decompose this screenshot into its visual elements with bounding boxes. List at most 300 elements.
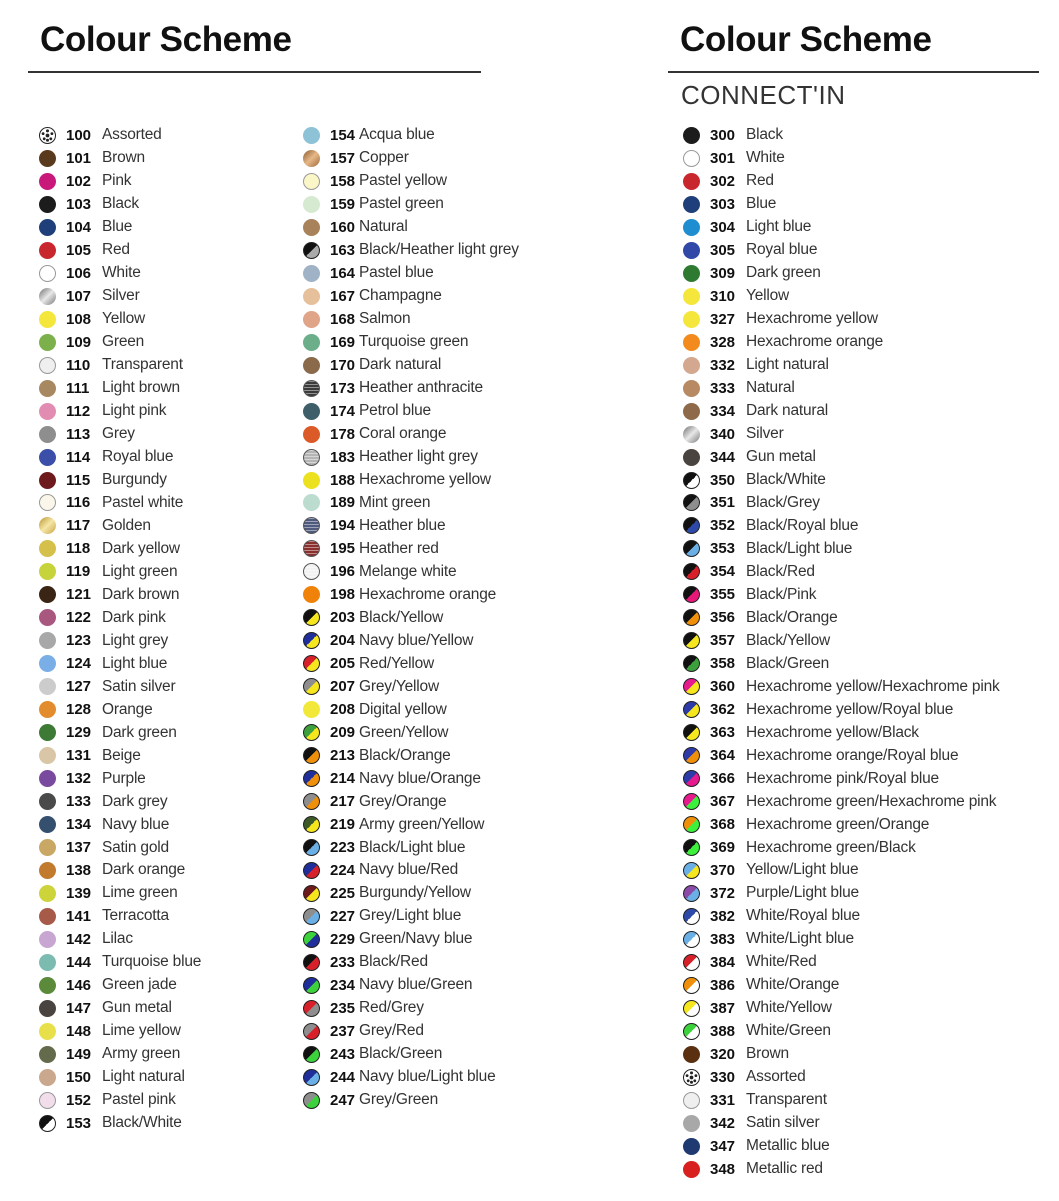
colour-name: White/Royal blue [746, 907, 860, 925]
colour-name: Hexachrome orange/Royal blue [746, 746, 959, 764]
colour-item [303, 262, 519, 285]
colour-swatch [39, 724, 56, 741]
colour-code: 196 [330, 563, 356, 581]
colour-code: 350 [710, 471, 736, 489]
colour-item [39, 354, 201, 377]
colour-swatch [303, 701, 320, 718]
colour-swatch [683, 242, 700, 259]
colour-name: Grey/Light blue [359, 907, 462, 925]
colour-code: 157 [330, 149, 356, 167]
colour-name: Golden [102, 516, 151, 534]
colour-item [303, 147, 519, 170]
colour-code: 360 [710, 678, 736, 696]
colour-code: 303 [710, 195, 736, 213]
colour-item [683, 882, 1000, 905]
colour-item [683, 997, 1000, 1020]
colour-name: Pastel green [359, 195, 444, 213]
colour-name: White [102, 264, 141, 282]
colour-name: Black/Yellow [359, 608, 444, 626]
colour-swatch [683, 1138, 700, 1155]
colour-name: Assorted [102, 126, 162, 144]
colour-code: 334 [710, 402, 736, 420]
colour-swatch [303, 150, 320, 167]
colour-name: Hexachrome yellow [746, 310, 878, 328]
colour-code: 103 [66, 195, 92, 213]
colour-name: Navy blue/Green [359, 976, 473, 994]
colour-code: 110 [66, 356, 91, 374]
colour-name: Hexachrome pink/Royal blue [746, 769, 939, 787]
colour-code: 213 [330, 747, 356, 765]
colour-item [303, 882, 519, 905]
colour-item [303, 928, 519, 951]
colour-name: Dark grey [102, 792, 168, 810]
colour-name: Pastel yellow [359, 172, 447, 190]
colour-name: Dark green [746, 264, 821, 282]
colour-name: Satin silver [102, 677, 176, 695]
colour-name: Champagne [359, 287, 442, 305]
colour-code: 114 [66, 448, 91, 466]
colour-item [303, 951, 519, 974]
colour-code: 320 [710, 1045, 736, 1063]
colour-swatch [303, 563, 320, 580]
colour-swatch [683, 357, 700, 374]
colour-swatch [39, 242, 56, 259]
colour-code: 225 [330, 884, 356, 902]
colour-name: Black/Green [359, 1045, 443, 1063]
colour-code: 128 [66, 701, 92, 719]
colour-code: 358 [710, 655, 736, 673]
colour-swatch [303, 517, 320, 534]
colour-code: 198 [330, 586, 356, 604]
colour-name: Terracotta [102, 907, 169, 925]
colour-swatch [683, 839, 700, 856]
colour-swatch [683, 678, 700, 695]
colour-name: Dark green [102, 723, 177, 741]
colour-name: Green/Navy blue [359, 930, 473, 948]
colour-swatch [683, 449, 700, 466]
colour-swatch [303, 540, 320, 557]
colour-item [683, 951, 1000, 974]
colour-code: 105 [66, 241, 92, 259]
colour-code: 195 [330, 540, 356, 558]
colour-item [303, 698, 519, 721]
colour-swatch [683, 196, 700, 213]
colour-item [303, 744, 519, 767]
colour-code: 113 [66, 425, 91, 443]
colour-code: 214 [330, 770, 356, 788]
colour-list-column-connectin [683, 124, 1000, 1181]
colour-swatch [683, 380, 700, 397]
colour-item [39, 285, 201, 308]
colour-item [39, 652, 201, 675]
colour-item [683, 744, 1000, 767]
colour-swatch [39, 196, 56, 213]
colour-code: 163 [330, 241, 356, 259]
colour-swatch [683, 426, 700, 443]
assorted-icon [683, 1069, 700, 1086]
colour-swatch [39, 426, 56, 443]
colour-item [303, 446, 519, 469]
colour-item [303, 285, 519, 308]
colour-swatch [39, 449, 56, 466]
colour-name: Gun metal [746, 448, 816, 466]
colour-item [683, 492, 1000, 515]
colour-name: Heather blue [359, 516, 446, 534]
colour-item [683, 583, 1000, 606]
colour-name: Turquoise blue [102, 953, 202, 971]
colour-code: 368 [710, 816, 736, 834]
colour-name: Heather light grey [359, 448, 478, 466]
colour-item [303, 124, 519, 147]
colour-swatch [683, 173, 700, 190]
colour-item [683, 813, 1000, 836]
colour-name: Yellow [746, 287, 790, 305]
colour-swatch [303, 357, 320, 374]
colour-code: 219 [330, 816, 356, 834]
colour-item [683, 698, 1000, 721]
colour-name: Digital yellow [359, 700, 447, 718]
colour-swatch [683, 586, 700, 603]
colour-swatch [683, 265, 700, 282]
colour-code: 304 [710, 218, 736, 236]
colour-name: Gun metal [102, 999, 172, 1017]
colour-code: 109 [66, 333, 92, 351]
colour-swatch [39, 862, 56, 879]
colour-item [39, 514, 201, 537]
colour-name: Black/Red [359, 953, 428, 971]
colour-code: 204 [330, 632, 356, 650]
colour-swatch [39, 563, 56, 580]
colour-swatch [683, 494, 700, 511]
colour-swatch [683, 793, 700, 810]
colour-item [39, 1020, 201, 1043]
colour-item [683, 514, 1000, 537]
colour-name: Light blue [746, 218, 812, 236]
colour-name: Dark brown [102, 585, 180, 603]
colour-code: 302 [710, 172, 736, 190]
colour-code: 224 [330, 861, 356, 879]
colour-name: Acqua blue [359, 126, 435, 144]
colour-name: Light pink [102, 402, 167, 420]
colour-name: Assorted [746, 1068, 806, 1086]
colour-swatch [39, 977, 56, 994]
colour-name: Hexachrome yellow/Royal blue [746, 700, 954, 718]
colour-code: 131 [66, 747, 92, 765]
colour-swatch [39, 357, 56, 374]
colour-name: Natural [359, 218, 408, 236]
colour-code: 363 [710, 724, 736, 742]
colour-code: 106 [66, 264, 92, 282]
colour-swatch [303, 265, 320, 282]
colour-code: 147 [66, 999, 92, 1017]
colour-code: 160 [330, 218, 356, 236]
colour-swatch [683, 1023, 700, 1040]
colour-item [39, 239, 201, 262]
colour-swatch [303, 793, 320, 810]
colour-name: Navy blue/Light blue [359, 1068, 496, 1086]
colour-code: 170 [330, 356, 356, 374]
colour-code: 123 [66, 632, 92, 650]
colour-item [683, 537, 1000, 560]
colour-name: Hexachrome yellow [359, 471, 491, 489]
colour-name: Transparent [746, 1091, 827, 1109]
colour-code: 353 [710, 540, 736, 558]
colour-item [303, 905, 519, 928]
colour-item [683, 446, 1000, 469]
colour-swatch [39, 747, 56, 764]
colour-name: Blue [102, 218, 133, 236]
colour-code: 382 [710, 907, 736, 925]
colour-swatch [39, 1023, 56, 1040]
colour-item [683, 836, 1000, 859]
colour-swatch [303, 173, 320, 190]
colour-name: Dark pink [102, 608, 166, 626]
colour-swatch [39, 931, 56, 948]
colour-name: Pastel pink [102, 1091, 176, 1109]
colour-code: 153 [66, 1114, 92, 1132]
colour-name: Burgundy/Yellow [359, 884, 471, 902]
colour-code: 244 [330, 1068, 356, 1086]
colour-code: 205 [330, 655, 356, 673]
colour-code: 344 [710, 448, 736, 466]
colour-item [39, 262, 201, 285]
colour-name: Red/Grey [359, 999, 424, 1017]
colour-item [303, 1020, 519, 1043]
colour-swatch [683, 609, 700, 626]
colour-code: 356 [710, 609, 736, 627]
colour-code: 189 [330, 494, 356, 512]
colour-swatch [39, 517, 56, 534]
colour-code: 154 [330, 126, 356, 144]
colour-code: 137 [66, 839, 92, 857]
colour-name: Green/Yellow [359, 723, 449, 741]
colour-item [39, 1112, 201, 1135]
colour-name: Satin gold [102, 838, 169, 856]
colour-swatch [303, 724, 320, 741]
colour-name: Black/Pink [746, 585, 817, 603]
colour-code: 132 [66, 770, 92, 788]
colour-swatch [39, 678, 56, 695]
colour-name: Green jade [102, 976, 177, 994]
colour-swatch [683, 1161, 700, 1178]
colour-code: 367 [710, 793, 736, 811]
colour-item [303, 400, 519, 423]
colour-name: Copper [359, 149, 409, 167]
colour-name: Hexachrome green/Orange [746, 815, 930, 833]
colour-swatch [303, 403, 320, 420]
colour-name: Heather red [359, 539, 439, 557]
colour-item [683, 308, 1000, 331]
colour-item [39, 606, 201, 629]
colour-swatch [303, 1000, 320, 1017]
colour-swatch [683, 1115, 700, 1132]
colour-name: Red/Yellow [359, 654, 435, 672]
colour-item [39, 331, 201, 354]
colour-name: Pink [102, 172, 132, 190]
colour-swatch [683, 816, 700, 833]
colour-code: 383 [710, 930, 736, 948]
colour-swatch [683, 747, 700, 764]
colour-swatch [303, 219, 320, 236]
colour-code: 370 [710, 861, 736, 879]
colour-item [39, 744, 201, 767]
colour-name: Black/Orange [746, 608, 838, 626]
colour-swatch [39, 655, 56, 672]
colour-code: 133 [66, 793, 92, 811]
colour-swatch [303, 954, 320, 971]
colour-code: 142 [66, 930, 92, 948]
colour-item [39, 377, 201, 400]
colour-name: Black [102, 195, 139, 213]
colour-name: Black/White [746, 471, 826, 489]
colour-code: 168 [330, 310, 356, 328]
colour-swatch [303, 655, 320, 672]
colour-code: 243 [330, 1045, 356, 1063]
colour-swatch [39, 150, 56, 167]
colour-swatch [683, 288, 700, 305]
colour-swatch [683, 724, 700, 741]
colour-swatch [303, 288, 320, 305]
colour-name: Light natural [102, 1068, 185, 1086]
colour-swatch [39, 816, 56, 833]
colour-swatch [683, 127, 700, 144]
colour-name: Yellow/Light blue [746, 861, 859, 879]
colour-item [683, 124, 1000, 147]
colour-name: Brown [102, 149, 145, 167]
colour-item [683, 974, 1000, 997]
colour-name: Red [102, 241, 130, 259]
colour-swatch [683, 150, 700, 167]
colour-code: 141 [66, 907, 92, 925]
colour-code: 173 [330, 379, 356, 397]
colour-swatch [683, 311, 700, 328]
colour-swatch [39, 1046, 56, 1063]
colour-item [303, 675, 519, 698]
colour-item [683, 285, 1000, 308]
colour-swatch [683, 1092, 700, 1109]
colour-code: 347 [710, 1137, 736, 1155]
colour-swatch [683, 219, 700, 236]
colour-item [303, 836, 519, 859]
colour-name: Hexachrome yellow/Black [746, 723, 919, 741]
colour-code: 138 [66, 861, 92, 879]
colour-item [303, 216, 519, 239]
assorted-icon [39, 127, 56, 144]
colour-name: Black/White [102, 1114, 182, 1132]
colour-name: Hexachrome orange [359, 585, 497, 603]
colour-code: 330 [710, 1068, 736, 1086]
colour-item [303, 537, 519, 560]
colour-item [39, 492, 201, 515]
colour-code: 188 [330, 471, 356, 489]
colour-swatch [39, 839, 56, 856]
colour-code: 223 [330, 839, 356, 857]
colour-name: Grey/Orange [359, 792, 447, 810]
colour-code: 101 [66, 149, 92, 167]
colour-name: Black/Grey [746, 493, 820, 511]
colour-code: 372 [710, 884, 736, 902]
colour-code: 174 [330, 402, 356, 420]
colour-item [39, 951, 201, 974]
colour-swatch [303, 426, 320, 443]
colour-item [39, 675, 201, 698]
colour-name: White [746, 149, 785, 167]
colour-item [39, 400, 201, 423]
colour-code: 387 [710, 999, 736, 1017]
colour-code: 146 [66, 976, 92, 994]
colour-code: 227 [330, 907, 356, 925]
colour-item [683, 1066, 1000, 1089]
range-subtitle: CONNECT'IN [681, 80, 846, 110]
colour-code: 129 [66, 724, 92, 742]
colour-code: 234 [330, 976, 356, 994]
colour-code: 340 [710, 425, 736, 443]
colour-swatch [39, 1115, 56, 1132]
colour-swatch [683, 701, 700, 718]
colour-list-column [303, 124, 519, 1112]
colour-name: Silver [102, 287, 140, 305]
colour-code: 362 [710, 701, 736, 719]
colour-name: Lime yellow [102, 1022, 181, 1040]
title-divider-connectin [668, 71, 1039, 73]
colour-swatch [303, 1023, 320, 1040]
colour-code: 209 [330, 724, 356, 742]
colour-item [683, 262, 1000, 285]
colour-code: 139 [66, 884, 92, 902]
colour-item [303, 1089, 519, 1112]
colour-swatch [683, 908, 700, 925]
colour-item [303, 560, 519, 583]
colour-code: 107 [66, 287, 92, 305]
colour-name: Silver [746, 425, 784, 443]
colour-code: 309 [710, 264, 736, 282]
colour-swatch [683, 472, 700, 489]
colour-code: 117 [66, 517, 91, 535]
colour-code: 150 [66, 1068, 92, 1086]
colour-item [303, 629, 519, 652]
colour-swatch [683, 770, 700, 787]
colour-item [39, 170, 201, 193]
colour-name: Black/Red [746, 562, 815, 580]
colour-code: 116 [66, 494, 91, 512]
colour-name: White/Red [746, 953, 817, 971]
colour-swatch [303, 472, 320, 489]
colour-item [683, 216, 1000, 239]
colour-code: 229 [330, 930, 356, 948]
colour-code: 122 [66, 609, 92, 627]
colour-item [39, 147, 201, 170]
colour-code: 348 [710, 1160, 736, 1178]
colour-name: Brown [746, 1045, 789, 1063]
colour-code: 183 [330, 448, 356, 466]
colour-name: White/Green [746, 1022, 831, 1040]
colour-name: Royal blue [102, 448, 174, 466]
colour-swatch [683, 1000, 700, 1017]
colour-name: White/Yellow [746, 999, 832, 1017]
colour-swatch [39, 609, 56, 626]
colour-item [303, 813, 519, 836]
colour-code: 148 [66, 1022, 92, 1040]
colour-name: Yellow [102, 310, 146, 328]
colour-name: Hexachrome green/Black [746, 838, 916, 856]
colour-code: 121 [66, 586, 92, 604]
colour-item [303, 767, 519, 790]
colour-item [303, 652, 519, 675]
colour-name: Heather anthracite [359, 379, 483, 397]
colour-item [303, 997, 519, 1020]
colour-code: 169 [330, 333, 356, 351]
colour-name: Navy blue/Red [359, 861, 459, 879]
